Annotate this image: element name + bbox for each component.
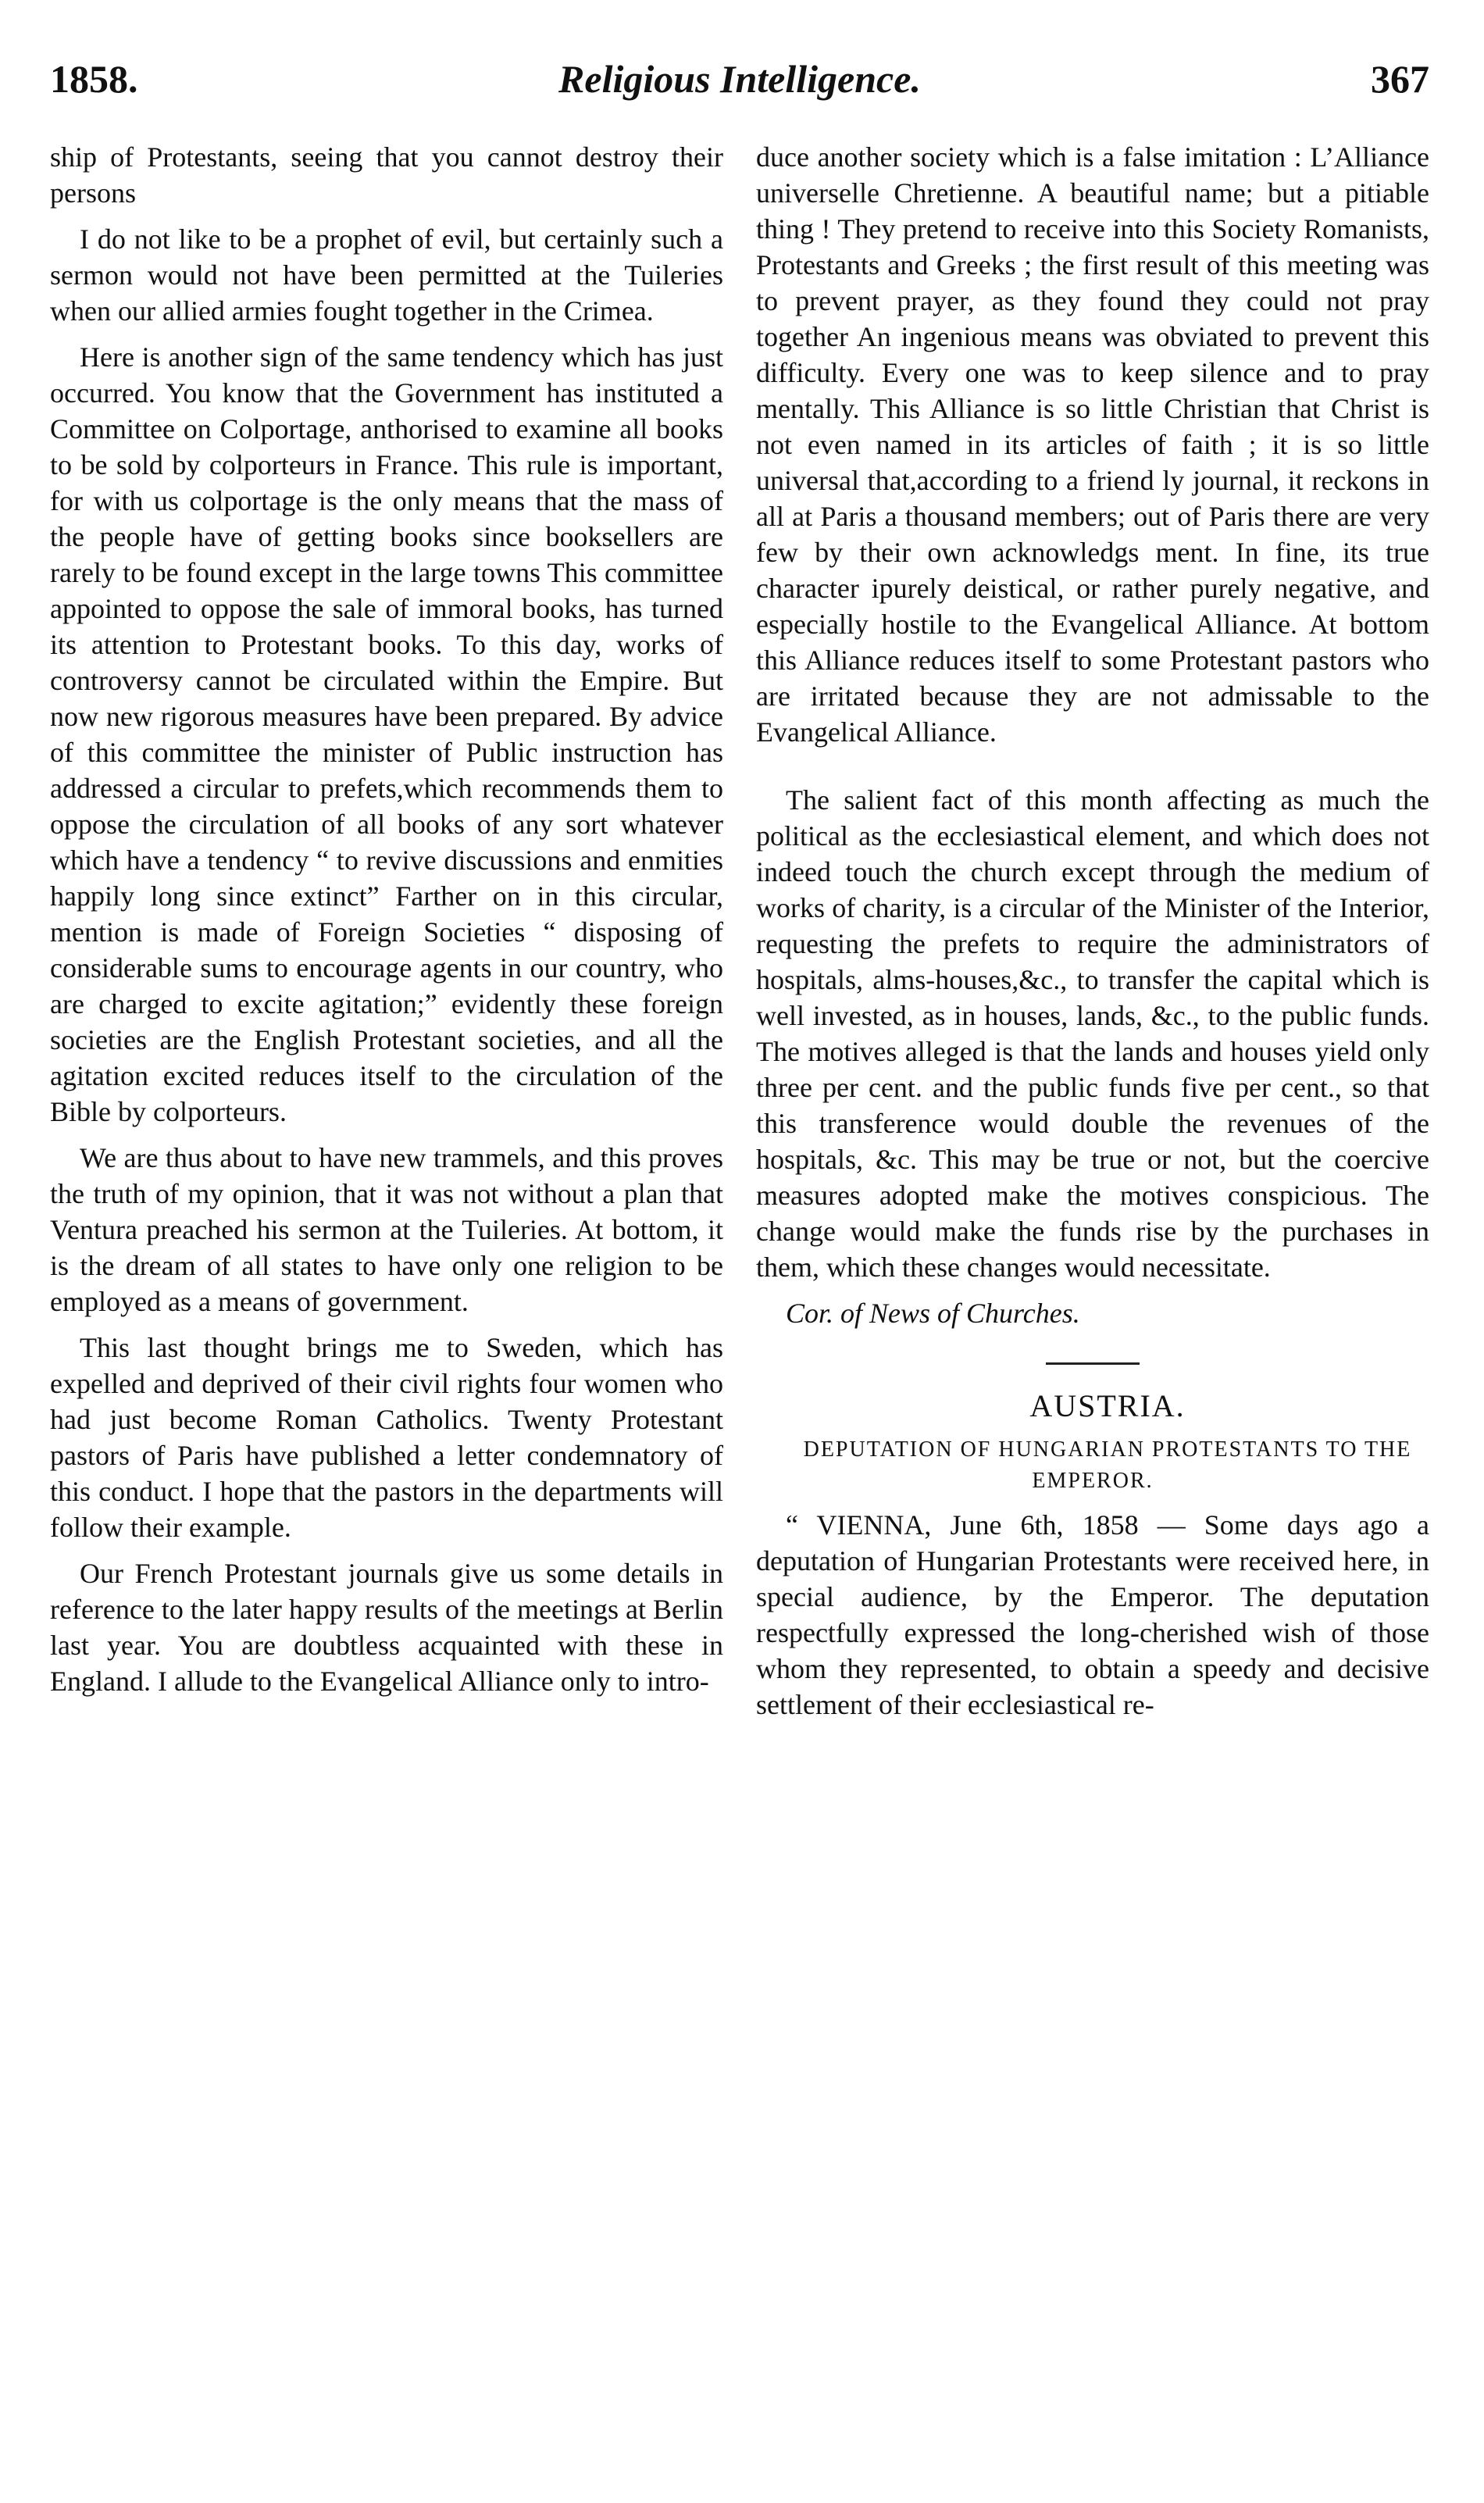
paragraph: duce another society which is a false imitation : L’Alliance universelle Chretienne. A beautiful name; but a pitiable thing ! They pretend to receive into this Society Romanists, Protestants and Greeks ; the first result of this meeting was to prevent prayer, as they found they could not pray together An ingenious means was obviated to prevent this difficulty. Every one was to keep silence and to pray mentally. This Alliance is so little Christian that Christ is not even named in its articles of faith ; it is so little universal that,according to a friend ly journal, it reckons in all at Paris a thousand members; out of Paris there are very few by their own acknowledgs ment. In fine, its true character ipurely deistical, or rather purely negative, and especially hostile to the Evangelical Alliance. At bottom this Alliance reduces itself to some Protestant pastors who are irritated because they are not admissable to the Evangelical Alliance.: [756, 141, 1429, 748]
paragraph: Our French Protestant journals give us some details in reference to the later happy results of the meetings at Berlin last year. You are doubtless acquainted with these in England. I allude to the Evangelical Alliance only to intro-: [50, 1558, 723, 1697]
paragraph: Here is another sign of the same tendency which has just occurred. You know that the Government has instituted a Committee on Colportage, anthorised to examine all books to be sold by colporteurs in France. This rule is important, for with us colportage is the only means that the mass of the people have of getting books since booksellers are rarely to be found except in the large towns This committee appointed to oppose the sale of immoral books, has turned its attention to Protestant books. To this day, works of controversy cannot be circulated within the Empire. But now new rigorous measures have been prepared. By advice of this committee the minister of Public instruction has addressed a circular to prefets,which recommends them to oppose the circulation of all books of any sort whatever which have a tendency “ to revive discussions and enmities happily long since extinct” Farther on in this circular, mention is made of Foreign Societies “ disposing of considerable sums to encourage agents in our country, who are charged to excite agitation;” evidently these foreign societies are the English Protestant societies, and all the agitation excited reduces itself to the circulation of the Bible by colporteurs.: [50, 341, 723, 1127]
left-column: [50, 139, 723, 1709]
paragraph: ship of Protestants, seeing that you cannot destroy their persons: [50, 141, 723, 209]
article-signature: Cor. of News of Churches.: [786, 1298, 1080, 1329]
right-column: [756, 139, 1429, 1733]
section-heading: AUSTRIA.: [1029, 1388, 1186, 1423]
section-subheading: DEPUTATION OF HUNGARIAN PROTESTANTS TO THE EMPEROR.: [803, 1437, 1412, 1493]
paragraph: The salient fact of this month affecting as much the political as the ecclesiastical element, and which does not indeed touch the church except through the medium of works of charity, is a circular of the Minister of the Interior, requesting the prefets to require the administrators of hospitals, alms-houses,&c., to transfer the capital which is well invested, as in houses, lands, &c., to the public funds. The motives alleged is that the lands and houses yield only three per cent. and the public funds five per cent., so that this transference would double the revenues of the hospitals, &c. This may be true or not, but the coercive measures adopted make the motives conspicious. The change would make the funds rise by the purchases in them, which these changes would necessitate.: [756, 784, 1429, 1283]
paragraph: I do not like to be a prophet of evil, but certainly such a sermon would not have been permitted at the Tuileries when our allied armies fought together in the Crimea.: [50, 223, 723, 327]
paragraph: This last thought brings me to Sweden, which has expelled and deprived of their civil rights four women who had just become Roman Catholics. Twenty Protestant pastors of Paris have published a letter condemnatory of this conduct. I hope that the pastors in the departments will follow their example.: [50, 1332, 723, 1543]
paragraph-gap: [756, 760, 1429, 782]
section-divider: [1046, 1362, 1140, 1365]
paragraph: “ VIENNA, June 6th, 1858 — Some days ago a deputation of Hungarian Protestants were received here, in special audience, by the Emperor. The deputation respectfully expressed the long-cherished wish of those whom they represented, to obtain a speedy and decisive settlement of their ecclesiastical re-: [756, 1509, 1429, 1720]
paragraph: We are thus about to have new trammels, and this proves the truth of my opinion, that it was not without a plan that Ventura preached his sermon at the Tuileries. At bottom, it is the dream of all states to have only one religion to be employed as a means of government.: [50, 1142, 723, 1317]
header-year: 1858.: [50, 57, 138, 101]
header-page-number: 367: [1371, 57, 1429, 101]
running-header: [50, 56, 1429, 111]
header-title: Religious Intelligence.: [558, 57, 921, 101]
